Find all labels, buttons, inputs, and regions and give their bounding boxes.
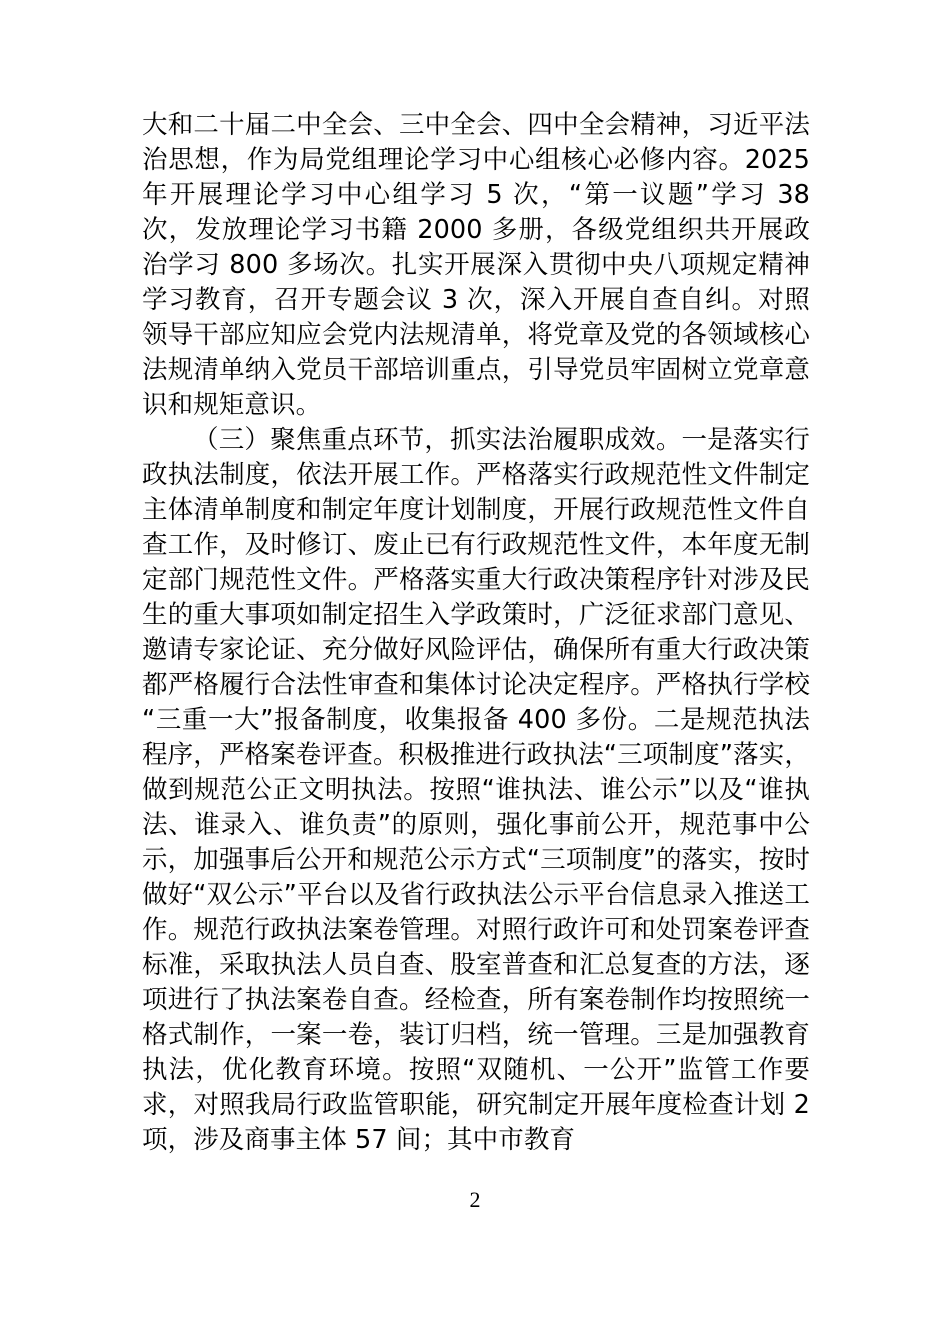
page-number: 2 [469, 1187, 481, 1212]
paragraph-continuation: 大和二十届二中全会、三中全会、四中全会精神，习近平法治思想，作为局党组理论学习中心组核心必修内容。2025 年开展理论学习中心组学习 5 次，“第一议题”学习 38 次，发放理论学习书籍 2000 多册，各级党组织共开展政治学习 800 多场次。扎实开展深入贯彻中央八项规定精神学习教育，召开专题会议 3 次，深入开展自查自纠。对照领导干部应知应会党内法规清单，将党章及党的各领域核心法规清单纳入党员干部培训重点，引导党员牢固树立党章意识和规矩意识。 [142, 110, 810, 420]
document-body [142, 108, 810, 1158]
paragraph-section-three: （三）聚焦重点环节，抓实法治履职成效。一是落实行政执法制度，依法开展工作。严格落实行政规范性文件制定主体清单制度和制定年度计划制度，开展行政规范性文件自查工作，及时修订、废止已有行政规范性文件，本年度无制定部门规范性文件。严格落实重大行政决策程序针对涉及民生的重大事项如制定招生入学政策时，广泛征求部门意见、邀请专家论证、充分做好风险评估，确保所有重大行政决策都严格履行合法性审查和集体讨论决定程序。严格执行学校“三重一大”报备制度，收集报备 400 多份。二是规范执法程序，严格案卷评查。积极推进行政执法“三项制度”落实，做到规范公正文明执法。按照“谁执法、谁公示”以及“谁执法、谁录入、谁负责”的原则，强化事前公开，规范事中公示，加强事后公开和规范公示方式“三项制度”的落实，按时做好“双公示”平台以及省行政执法公示平台信息录入推送工作。规范行政执法案卷管理。对照行政许可和处罚案卷评查标准，采取执法人员自查、股室普查和汇总复查的方法，逐项进行了执法案卷自查。经检查，所有案卷制作均按照统一格式制作，一案一卷，装订归档，统一管理。三是加强教育执法，优化教育环境。按照“双随机、一公开”监管工作要求，对照我局行政监管职能，研究制定开展年度检查计划 2 项，涉及商事主体 57 间；其中市教育 [142, 425, 810, 1155]
